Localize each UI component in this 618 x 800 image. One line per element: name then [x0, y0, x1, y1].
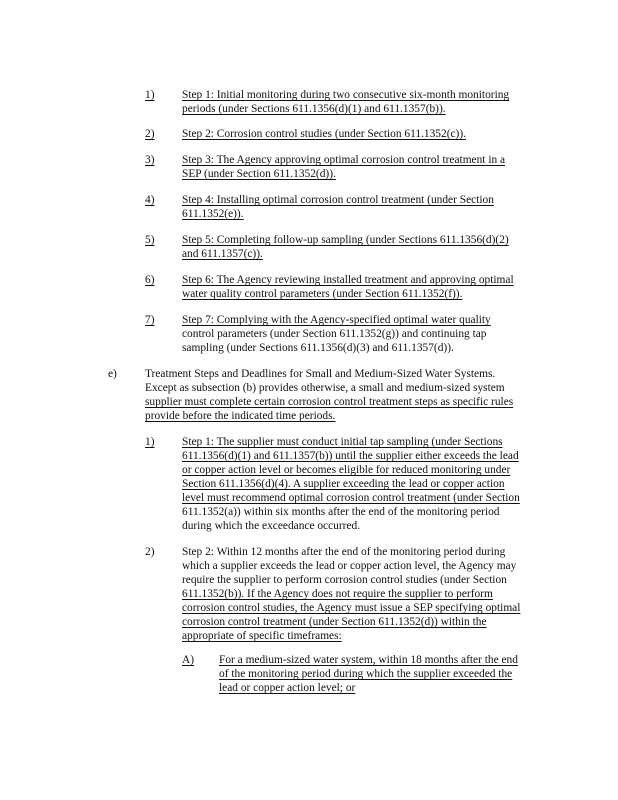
text-line: supplier must complete certain corrosion control treatment steps as specific rules — [145, 396, 514, 408]
text-line: Step 2: Corrosion control studies (under Section 611.1352(c)). — [182, 128, 466, 140]
item-text — [182, 127, 466, 141]
text-line: provide before the indicated time periods. — [145, 410, 336, 422]
item-text — [182, 313, 491, 355]
item-text — [182, 153, 505, 181]
item-text — [182, 88, 509, 116]
item-number: 4) — [145, 194, 155, 206]
text-line: Step 4: Installing optimal corrosion control treatment (under Section — [182, 194, 494, 206]
text-line: and 611.1357(c)). — [182, 248, 263, 260]
text-line: require the supplier to perform corrosion control studies (under Section — [182, 574, 507, 586]
text-line: periods (under Sections 611.1356(d)(1) and 611.1357(b)). — [182, 103, 446, 115]
item-number: 1) — [145, 436, 155, 448]
text-line: Step 2: Within 12 months after the end of the monitoring period during — [182, 546, 506, 558]
text-line: 611.1352(a)) within six months after the end of the monitoring period — [182, 506, 500, 518]
text-line: For a medium-sized water system, within 18 months after the end — [219, 654, 518, 666]
item-text — [182, 193, 494, 221]
text-line: of the monitoring period during which the supplier exceeded the — [219, 668, 513, 680]
item-number: 7) — [145, 314, 155, 326]
item-text — [182, 233, 509, 261]
text-line: level must recommend optimal corrosion control treatment (under Section — [182, 492, 520, 504]
item-number: 5) — [145, 234, 155, 246]
text-line: or copper action level or becomes eligible for reduced monitoring under — [182, 464, 511, 476]
text-line: during which the exceedance occurred. — [182, 520, 361, 532]
item-text — [182, 273, 514, 301]
item-number: 3) — [145, 154, 155, 166]
text-line: Step 1: The supplier must conduct initial tap sampling (under Sections — [182, 436, 503, 448]
text-line: Step 5: Completing follow-up sampling (under Sections 611.1356(d)(2) — [182, 234, 509, 246]
item-text — [182, 545, 520, 643]
item-letter: A) — [182, 654, 195, 666]
item-text — [182, 435, 520, 533]
section-number: e) — [108, 368, 117, 380]
text-line: which a supplier exceeds the lead or copper action level, the Agency may — [182, 560, 517, 572]
text-line: lead or copper action level; or — [219, 682, 356, 694]
item-text — [219, 653, 518, 695]
text-line: SEP (under Section 611.1352(d)). — [182, 168, 336, 180]
text-line: 611.1352(b)). If the Agency does not require the supplier to perform — [182, 588, 493, 600]
section-text — [145, 367, 513, 423]
item-number: 2) — [145, 546, 155, 558]
item-number: 1) — [145, 89, 155, 101]
text-line: Step 3: The Agency approving optimal corrosion control treatment in a — [182, 154, 506, 166]
text-line: sampling (under Sections 611.1356(d)(3) and 611.1357(d)). — [182, 342, 454, 354]
item-number: 2) — [145, 128, 155, 140]
item-number: 6) — [145, 274, 155, 286]
text-line: corrosion control studies, the Agency must issue a SEP specifying optimal — [182, 602, 521, 614]
text-line: control parameters (under Section 611.1352(g)) and continuing tap — [182, 328, 487, 340]
text-line: corrosion control treatment (under Section 611.1352(d)) within the — [182, 616, 487, 628]
text-line: appropriate of specific timeframes: — [182, 630, 342, 642]
text-line: Step 6: The Agency reviewing installed treatment and approving optimal — [182, 274, 514, 286]
text-line: Treatment Steps and Deadlines for Small and Medium-Sized Water Systems. — [145, 368, 496, 380]
text-line: 611.1352(e)). — [182, 208, 244, 220]
text-line: Step 7: Complying with the Agency-specified optimal water quality — [182, 314, 491, 326]
text-line: 611.1356(d)(1) and 611.1357(b)) until the supplier either exceeds the lead — [182, 450, 519, 462]
text-line: Step 1: Initial monitoring during two consecutive six-month monitoring — [182, 89, 510, 101]
text-line: water quality control parameters (under Section 611.1352(f)). — [182, 288, 463, 300]
text-line: Section 611.1356(d)(4). A supplier exceeding the lead or copper action — [182, 478, 505, 490]
text-line: Except as subsection (b) provides otherwise, a small and medium-sized system — [145, 382, 505, 394]
